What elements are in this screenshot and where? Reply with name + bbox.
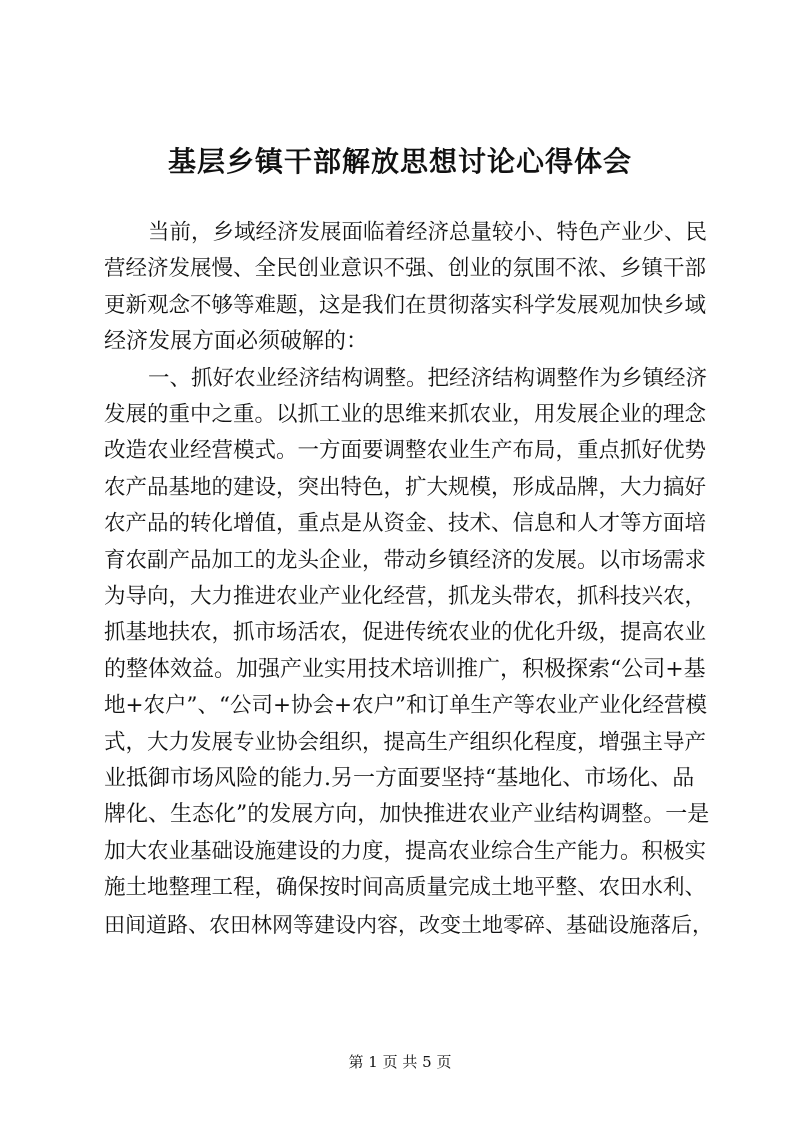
- paragraph-line: 育农副产品加工的龙头企业，带动乡镇经济的发展。以市场需求: [104, 547, 707, 573]
- paragraph-line: 营经济发展慢、全民创业意识不强、创业的氛围不浓、乡镇干部: [104, 256, 707, 282]
- paragraph-line: 一、抓好农业经济结构调整。把经济结构调整作为乡镇经济: [148, 365, 708, 391]
- paragraph-line: 业抵御市场风险的能力.另一方面要坚持“基地化、市场化、品: [104, 766, 695, 791]
- paragraph-line: 的整体效益。加强产业实用技术培训推广，积极探索“公司+基: [104, 656, 706, 682]
- paragraph-line: 农产品基地的建设，突出特色，扩大规模，形成品牌，大力搞好: [104, 474, 707, 500]
- paragraph-line: 改造农业经营模式。一方面要调整农业生产布局，重点抓好优势: [104, 438, 707, 464]
- paragraph-line: 发展的重中之重。以抓工业的思维来抓农业，用发展企业的理念: [104, 402, 707, 427]
- paragraph-line: 式，大力发展专业协会组织，提高生产组织化程度，增强主导产: [104, 729, 707, 755]
- paragraph-line: 地+农户”、“公司+协会+农户”和订单生产等农业产业化经营模: [104, 693, 708, 719]
- paragraph-line: 农产品的转化增值，重点是从资金、技术、信息和人才等方面培: [104, 511, 707, 537]
- page-footer: 第 1 页 共 5 页: [348, 1053, 452, 1071]
- paragraph-line: 更新观念不够等难题，这是我们在贯彻落实科学发展观加快乡域: [104, 292, 707, 318]
- paragraph-line: 为导向，大力推进农业产业化经营，抓龙头带农，抓科技兴农，: [104, 584, 707, 609]
- document-title: 基层乡镇干部解放思想讨论心得体会: [167, 145, 632, 178]
- paragraph-line: 施土地整理工程，确保按时间高质量完成土地平整、农田水利、: [104, 875, 707, 901]
- paragraph-line: 当前，乡域经济发展面临着经济总量较小、特色产业少、民: [148, 220, 708, 245]
- paragraph-line: 加大农业基础设施建设的力度，提高农业综合生产能力。积极实: [104, 838, 707, 864]
- paragraph-line: 牌化、生态化”的发展方向，加快推进农业产业结构调整。一是: [104, 802, 710, 828]
- paragraph-line: 抓基地扶农，抓市场活农，促进传统农业的优化升级，提高农业: [104, 620, 707, 646]
- paragraph-line: 经济发展方面必须破解的：: [104, 329, 369, 355]
- paragraph-line: 田间道路、农田林网等建设内容，改变土地零碎、基础设施落后，: [104, 912, 713, 937]
